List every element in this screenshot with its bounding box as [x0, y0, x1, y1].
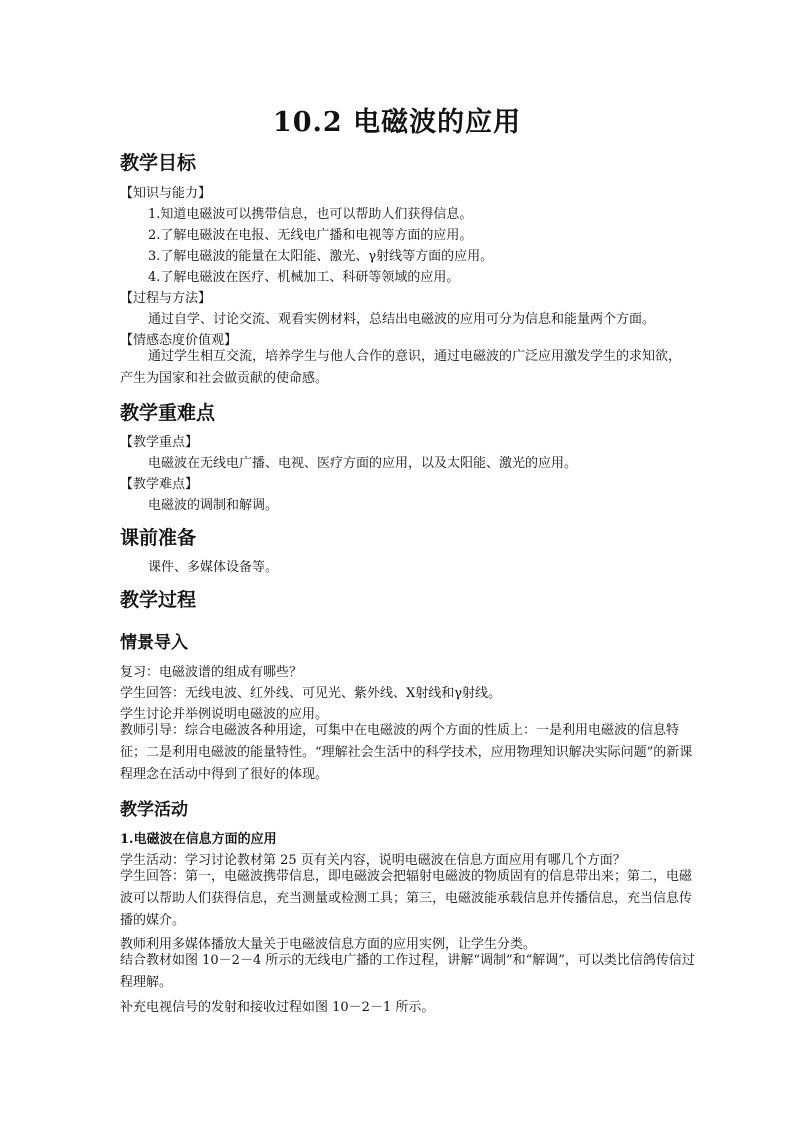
heading-process: 教学过程 — [120, 589, 197, 611]
intro-line-2: 学生回答：无线电波、红外线、可见光、紫外线、X射线和γ射线。 — [120, 686, 502, 701]
intro-line-3: 学生讨论并举例说明电磁波的应用。 — [120, 707, 329, 722]
label-key: 【教学重点】 — [120, 435, 199, 450]
preparation-text: 课件、多媒体设备等。 — [148, 560, 279, 575]
activity-line-3: 补充电视信号的发射和接收过程如图 10－2－1 所示。 — [120, 1000, 435, 1015]
activity-paragraph-1: 学生回答：第一，电磁波携带信息，即电磁波会把辐射电磁波的物质固有的信息带出来；第二，电磁波可以帮助人们获得信息，充当测量或检测工具；第三，电磁波能承载信息并传播信息，充当信息传播的媒介。 — [120, 869, 693, 928]
heading-activity: 教学活动 — [120, 800, 188, 820]
process-text: 通过自学、讨论交流、观看实例材料，总结出电磁波的应用可分为信息和能量两个方面。 — [148, 312, 656, 327]
heading-key-points: 教学重难点 — [120, 402, 216, 424]
heading-objectives: 教学目标 — [120, 152, 197, 174]
label-emotion: 【情感态度价值观】 — [120, 333, 238, 348]
intro-paragraph: 教师引导：综合电磁波各种用途，可集中在电磁波的两个方面的性质上：一是利用电磁波的信息特征；二是利用电磁波的能量特性。“理解社会生活中的科学技术，应用物理知识解决实际问题”的新课程理念在活动中得到了很好的体现。 — [120, 723, 693, 782]
emotion-text: 通过学生相互交流，培养学生与他人合作的意识，通过电磁波的广泛应用激发学生的求知欲，产生为国家和社会做贡献的使命感。 — [120, 349, 682, 386]
knowledge-item-1: 1.知道电磁波可以携带信息，也可以帮助人们获得信息。 — [148, 207, 473, 222]
knowledge-item-3: 3.了解电磁波的能量在太阳能、激光、γ射线等方面的应用。 — [148, 249, 494, 264]
label-knowledge: 【知识与能力】 — [120, 186, 212, 201]
activity-line-1: 学生活动：学习讨论教材第 25 页有关内容，说明电磁波在信息方面应用有哪几个方面？ — [120, 853, 626, 868]
heading-intro: 情景导入 — [120, 633, 188, 653]
intro-line-1: 复习：电磁波谱的组成有哪些？ — [120, 665, 303, 680]
page-title: 10.2 电磁波的应用 — [272, 107, 522, 138]
knowledge-item-2: 2.了解电磁波在电报、无线电广播和电视等方面的应用。 — [148, 228, 473, 243]
key-text: 电磁波在无线电广播、电视、医疗方面的应用，以及太阳能、激光的应用。 — [148, 456, 578, 471]
activity-paragraph-2: 结合教材如图 10－2－4 所示的无线电广播的工作过程，讲解“调制”和“解调”，可以类比信鸽传信过程理解。 — [120, 953, 695, 990]
activity-subheading: 1.电磁波在信息方面的应用 — [120, 832, 277, 847]
label-process: 【过程与方法】 — [120, 291, 212, 306]
difficult-text: 电磁波的调制和解调。 — [148, 498, 279, 513]
activity-line-2: 教师利用多媒体播放大量关于电磁波信息方面的应用实例，让学生分类。 — [120, 937, 537, 952]
heading-preparation: 课前准备 — [120, 527, 197, 549]
label-difficult: 【教学难点】 — [120, 477, 199, 492]
knowledge-item-4: 4.了解电磁波在医疗、机械加工、科研等领域的应用。 — [148, 270, 460, 285]
